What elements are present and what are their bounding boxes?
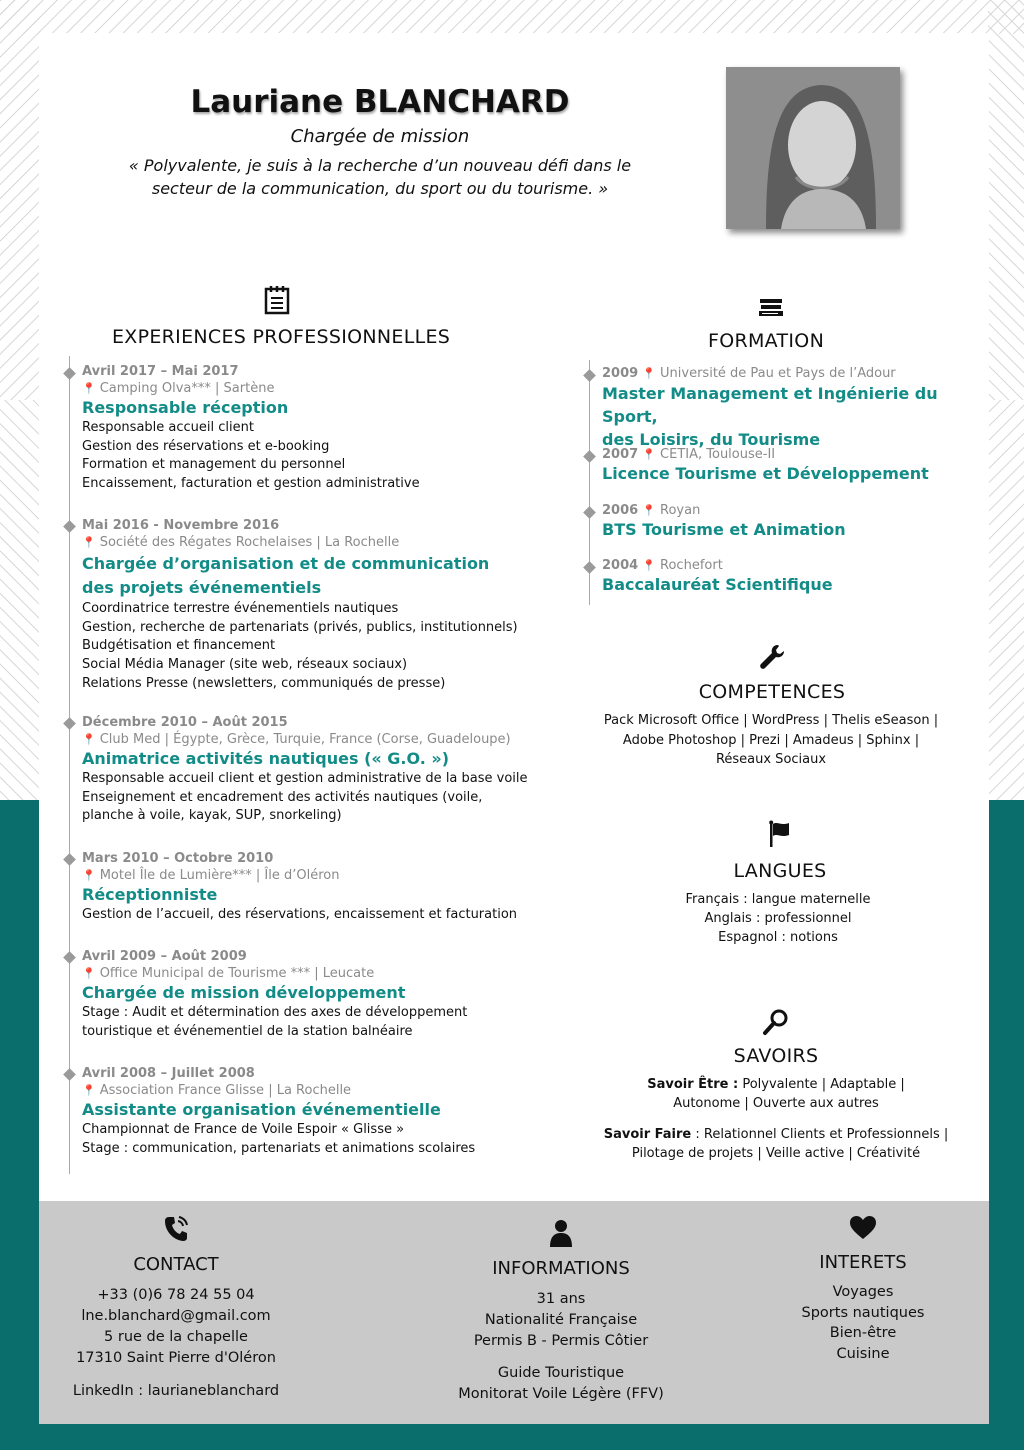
experience-task: Responsable accueil client: [82, 420, 254, 435]
interets-heading: INTERETS: [819, 1252, 907, 1273]
experience-title: des projets événementiels: [82, 578, 322, 597]
experience-place: Motel Île de Lumière*** | Île d’Oléron: [99, 868, 340, 883]
savoir-faire: [596, 1125, 956, 1163]
savoir-faire-label: Savoir Faire: [603, 1127, 692, 1142]
experience-date: Avril 2008 – Juillet 2008: [82, 1066, 255, 1081]
magnifier-icon: [761, 1008, 791, 1043]
experience-title: Animatrice activités nautiques (« G.O. »): [82, 749, 450, 768]
tagline-line: « Polyvalente, je suis à la recherche d’un nouveau défi dans le: [128, 156, 632, 175]
experience-task: Stage : communication, partenariats et animations scolaires: [82, 1140, 476, 1156]
competences-list: [590, 711, 952, 770]
experience-date: Mai 2016 - Novembre 2016: [82, 518, 280, 533]
profile-photo: [726, 67, 900, 229]
langues-list: [628, 890, 928, 947]
experience-task: Championnat de France de Voile Espoir « Glisse »: [82, 1122, 405, 1137]
formation-year: 2006: [602, 503, 639, 518]
contact-linkedin[interactable]: LinkedIn : laurianeblanchard: [72, 1383, 280, 1399]
formation-degree: Baccalauréat Scientifique: [602, 575, 833, 594]
formation-item: [602, 366, 982, 451]
savoir-etre: [600, 1075, 952, 1113]
info-item: Nationalité Française: [484, 1312, 638, 1328]
experience-item: [82, 1066, 582, 1158]
info-item: Permis B - Permis Côtier: [473, 1333, 649, 1349]
formation-place: Rochefort: [660, 558, 723, 573]
savoirs-heading: SAVOIRS: [733, 1045, 819, 1067]
savoir-etre-label: Savoir Être :: [647, 1077, 739, 1092]
savoir-etre-text: Polyvalente | Adaptable |: [738, 1077, 905, 1092]
map-pin-icon: 📍: [82, 967, 96, 980]
formation-degree: Licence Tourisme et Développement: [602, 464, 929, 483]
langue-item: Espagnol : notions: [718, 930, 838, 945]
info-item: 31 ans: [536, 1291, 586, 1307]
tagline-quote: [100, 154, 660, 200]
map-pin-icon: 📍: [642, 504, 657, 517]
savoir-etre-text: Autonome | Ouverte aux autres: [673, 1096, 879, 1111]
experience-date: Décembre 2010 – Août 2015: [82, 715, 288, 730]
experience-task: planche à voile, kayak, SUP, snorkeling): [82, 808, 342, 824]
contact-address: 5 rue de la chapelle: [104, 1329, 248, 1345]
experience-item: [82, 364, 582, 494]
experience-item: [82, 715, 582, 826]
map-pin-icon: 📍: [642, 367, 657, 380]
interets-list: [743, 1282, 983, 1364]
tagline-line: secteur de la communication, du sport ou du tourisme. »: [151, 179, 609, 198]
contact-phone[interactable]: +33 (0)6 78 24 55 04: [97, 1287, 255, 1303]
info-item: Guide Touristique: [497, 1365, 625, 1381]
formation-degree: Master Management et Ingénierie du Sport,: [602, 384, 938, 426]
experience-place: Office Municipal de Tourisme *** | Leucate: [99, 966, 375, 981]
experience-title: Responsable réception: [82, 398, 289, 417]
formation-item: [602, 558, 982, 594]
competences-line: Réseaux Sociaux: [715, 752, 827, 767]
experience-task: Gestion, recherche de partenariats (privés, publics, institutionnels): [82, 619, 518, 635]
competences-line: Pack Microsoft Office | WordPress | Thelis eSeason |: [603, 713, 939, 728]
langues-heading: LANGUES: [733, 860, 827, 882]
job-title: Chargée de mission: [290, 126, 470, 147]
langue-item: Anglais : professionnel: [704, 911, 852, 926]
experience-timeline: [69, 356, 70, 1174]
experience-task: touristique et événementiel de la station balnéaire: [82, 1023, 413, 1039]
savoir-faire-text: : Relationnel Clients et Professionnels |: [691, 1127, 949, 1142]
interet-item: Sports nautiques: [801, 1304, 925, 1321]
experience-date: Mars 2010 – Octobre 2010: [82, 851, 274, 866]
formation-year: 2007: [602, 447, 639, 462]
experience-title: Réceptionniste: [82, 885, 218, 904]
contact-address: 17310 Saint Pierre d'Oléron: [76, 1350, 276, 1366]
experience-date: Avril 2009 – Août 2009: [82, 949, 247, 964]
experience-task: Gestion des réservations et e-booking: [82, 438, 330, 454]
competences-line: Adobe Photoshop | Prezi | Amadeus | Sphinx |: [622, 732, 920, 748]
formation-heading: FORMATION: [708, 330, 825, 352]
map-pin-icon: 📍: [82, 733, 96, 746]
experience-task: Formation et management du personnel: [82, 457, 346, 473]
experiences-heading: EXPERIENCES PROFESSIONNELLES: [112, 326, 451, 348]
candidate-name: Lauriane BLANCHARD: [190, 84, 570, 120]
experience-title: Assistante organisation événementielle: [82, 1100, 441, 1119]
experience-item: [82, 518, 582, 694]
notepad-icon: [262, 285, 292, 322]
formation-degree: BTS Tourisme et Animation: [602, 520, 846, 539]
map-pin-icon: 📍: [82, 1084, 96, 1097]
experience-item: [82, 851, 582, 925]
wrench-icon: [757, 643, 787, 678]
experience-task: Stage : Audit et détermination des axes de développement: [82, 1005, 468, 1020]
informations-details: [441, 1289, 681, 1405]
interet-item: Voyages: [832, 1284, 894, 1300]
experience-task: Coordinatrice terrestre événementiels nautiques: [82, 601, 399, 616]
contact-heading: CONTACT: [133, 1254, 219, 1275]
formation-degree: des Loisirs, du Tourisme: [602, 430, 821, 449]
formation-year: 2009: [602, 366, 639, 381]
informations-heading: INFORMATIONS: [492, 1258, 630, 1279]
contact-email[interactable]: lne.blanchard@gmail.com: [81, 1308, 271, 1324]
experience-task: Relations Presse (newsletters, communiqués de presse): [82, 675, 446, 691]
heart-icon: [848, 1215, 878, 1248]
experience-title: Chargée de mission développement: [82, 983, 406, 1002]
info-item: Monitorat Voile Légère (FFV): [458, 1386, 664, 1402]
formation-item: [602, 447, 982, 483]
experience-task: Budgétisation et financement: [82, 638, 276, 654]
interet-item: Bien-être: [829, 1325, 897, 1341]
interet-item: Cuisine: [836, 1345, 890, 1362]
map-pin-icon: 📍: [642, 559, 657, 572]
formation-place: Université de Pau et Pays de l’Adour: [660, 366, 896, 381]
experience-place: Club Med | Égypte, Grèce, Turquie, France (Corse, Guadeloupe): [99, 732, 511, 747]
map-pin-icon: 📍: [82, 869, 96, 882]
map-pin-icon: 📍: [642, 448, 657, 461]
experience-task: Social Média Manager (site web, réseaux sociaux): [82, 657, 408, 673]
experience-date: Avril 2017 – Mai 2017: [82, 364, 239, 379]
experience-title: Chargée d’organisation et de communication: [82, 554, 490, 573]
formation-place: CETIA, Toulouse-II: [660, 447, 776, 462]
flag-icon: [764, 820, 794, 855]
savoir-faire-text: Pilotage de projets | Veille active | Créativité: [631, 1146, 921, 1161]
books-icon: [756, 296, 786, 326]
contact-details: [56, 1285, 296, 1402]
experience-place: Société des Régates Rochelaises | La Rochelle: [99, 535, 400, 550]
formation-item: [602, 503, 982, 539]
person-icon: [546, 1218, 576, 1255]
map-pin-icon: 📍: [82, 382, 96, 395]
experience-task: Enseignement et encadrement des activités nautiques (voile,: [82, 789, 483, 805]
experience-task: Encaissement, facturation et gestion administrative: [82, 476, 420, 492]
experience-task: Responsable accueil client et gestion administrative de la base voile: [82, 771, 528, 786]
experience-place: Camping Olva*** | Sartène: [99, 381, 275, 396]
formation-place: Royan: [660, 503, 701, 518]
competences-heading: COMPETENCES: [698, 681, 846, 703]
phone-icon: [161, 1215, 191, 1250]
langue-item: Français : langue maternelle: [685, 892, 871, 907]
formation-year: 2004: [602, 558, 639, 573]
map-pin-icon: 📍: [82, 536, 96, 549]
experience-task: Gestion de l’accueil, des réservations, encaissement et facturation: [82, 907, 518, 922]
experience-place: Association France Glisse | La Rochelle: [99, 1083, 352, 1098]
experience-item: [82, 949, 582, 1041]
